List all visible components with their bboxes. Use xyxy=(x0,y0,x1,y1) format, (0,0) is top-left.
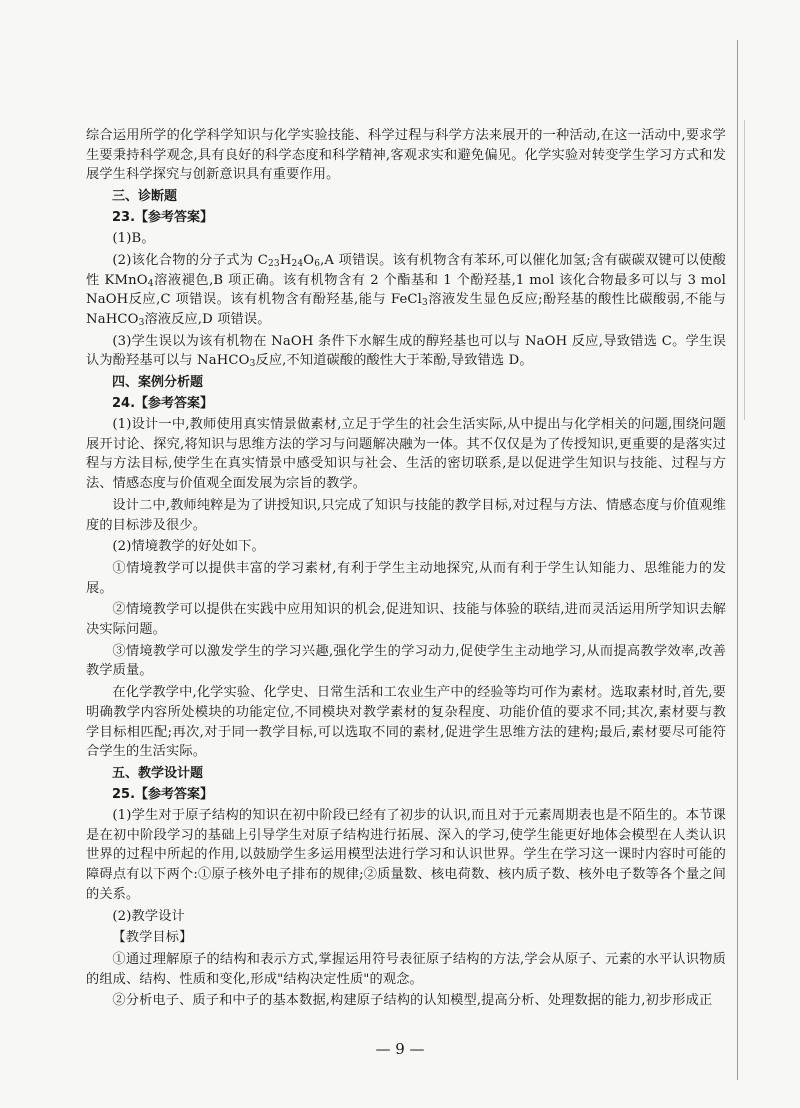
answer-24-item1: ①情境教学可以提供丰富的学习素材,有利于学生主动地探究,从而有利于学生认知能力、思维能力的发展。 xyxy=(86,560,726,596)
answer-24-part1: (1)设计一中,教师使用真实情景做素材,立足于学生的社会生活实际,从中提出与化学相关的问题,围绕问题展开讨论、探究,将知识与思维方法的学习与问题解决融为一体。其不仅仅是为了传授知识,更重要的是落实过程与方法目标,使学生在真实情景中感受知识与社会、生活的密切联系,是以促进学生知识与技能、过程与方法、情感态度与价值观全面发展为宗旨的教学。 xyxy=(86,417,726,492)
question-25-heading: 25.【参考答案】 xyxy=(112,786,214,802)
section-heading-case-analysis: 四、案例分析题 xyxy=(112,375,204,391)
section-heading-diagnosis: 三、诊断题 xyxy=(112,189,178,205)
answer-25-part1: (1)学生对于原子结构的知识在初中阶段已经有了初步的认识,而且对于元素周期表也是不陌生的。本节课是在初中阶段学习的基础上引导学生对原子结构进行拓展、深入的学习,使学生能更好地体会模型在人类认识世界的过程中所起的作用,以鼓励学生多运用模型法进行学习和认识世界。学生在学习这一课时内容时可能的障碍点有以下两个:①原子核外电子排布的规律;②质量数、核电荷数、核内质子数、核外电子数等各个量之间的关系。 xyxy=(86,807,726,902)
intro-paragraph: 综合运用所学的化学科学知识与化学实验技能、科学过程与科学方法来展开的一种活动,在这一活动中,要求学生要秉持科学观念,具有良好的科学态度和科学精神,客观求实和避免偏见。化学实验对转变学生学习方式和发展学生科学探究与创新意识具有重要作用。 xyxy=(86,128,726,183)
answer-24-item2: ②情境教学可以提供在实践中应用知识的机会,促进知识、技能与体验的联结,进而灵活运用所学知识去解决实际问题。 xyxy=(86,602,726,638)
teaching-goal-heading: 【教学目标】 xyxy=(112,930,193,946)
answer-23-part1: (1)B。 xyxy=(112,231,155,247)
answer-24-part2: (2)情境教学的好处如下。 xyxy=(112,539,265,555)
page-number: — 9 — xyxy=(375,1040,425,1058)
scan-edge-line xyxy=(737,40,738,1080)
answer-23-part3: (3)学生误以为该有机物在 NaOH 条件下水解生成的醇羟基也可以与 NaOH 反应,导致错选 C。学生误认为酚羟基可以与 NaHCO$_3$反应,不知道碳酸的酸性大于苯酚,导致错选 D。 xyxy=(86,333,726,370)
answer-24-item3: ③情境教学可以激发学生的学习兴趣,强化学生的学习动力,促使学生主动地学习,从而提高教学效率,改善教学质量。 xyxy=(86,643,726,679)
scan-edge-line-faint xyxy=(744,120,745,420)
answer-23-part2: (2)该化合物的分子式为 $C_{23}H_{24}O_6,A$ 项错误。该有机物含有苯环,可以催化加氢;含有碳碳双键可以使酸性 KMnO$_4$溶液褪色,B 项正确。该有机物含有 2 个酯基和 1 个酚羟基,1 mol 该化合物最多可以与 3 mol NaOH反应,C 项错误。该有机物含有酚羟基,能与 FeCl$_3$溶液发生显色反应;酚羟基的酸性比碳酸弱,不能与 NaHCO$_3$溶液反应,D 项错误。 xyxy=(86,252,727,328)
teaching-goal-1: ①通过理解原子的结构和表示方式,掌握运用符号表征原子结构的方法,学会从原子、元素的水平认识物质的组成、结构、性质和变化,形成"结构决定性质"的观念。 xyxy=(86,951,726,987)
answer-25-part2: (2)教学设计 xyxy=(112,908,185,924)
page-body xyxy=(86,126,726,1013)
question-24-heading: 24.【参考答案】 xyxy=(112,396,214,412)
question-23-heading: 23.【参考答案】 xyxy=(112,210,214,226)
answer-24-part3: 在化学教学中,化学实验、化学史、日常生活和工农业生产中的经验等均可作为素材。选取素材时,首先,要明确教学内容所处模块的功能定位,不同模块对教学素材的复杂程度、功能价值的要求不同;其次,素材要与教学目标相匹配;再次,对于同一教学目标,可以选取不同的素材,促进学生思维方法的建构;最后,素材要尽可能符合学生的生活实际。 xyxy=(86,685,726,760)
teaching-goal-2: ②分析电子、质子和中子的基本数据,构建原子结构的认知模型,提高分析、处理数据的能力,初步形成正 xyxy=(112,993,713,1009)
section-heading-teaching-design: 五、教学设计题 xyxy=(112,765,204,781)
answer-24-part1b: 设计二中,教师纯粹是为了讲授知识,只完成了知识与技能的教学目标,对过程与方法、情感态度与价值观维度的目标涉及很少。 xyxy=(86,497,726,533)
